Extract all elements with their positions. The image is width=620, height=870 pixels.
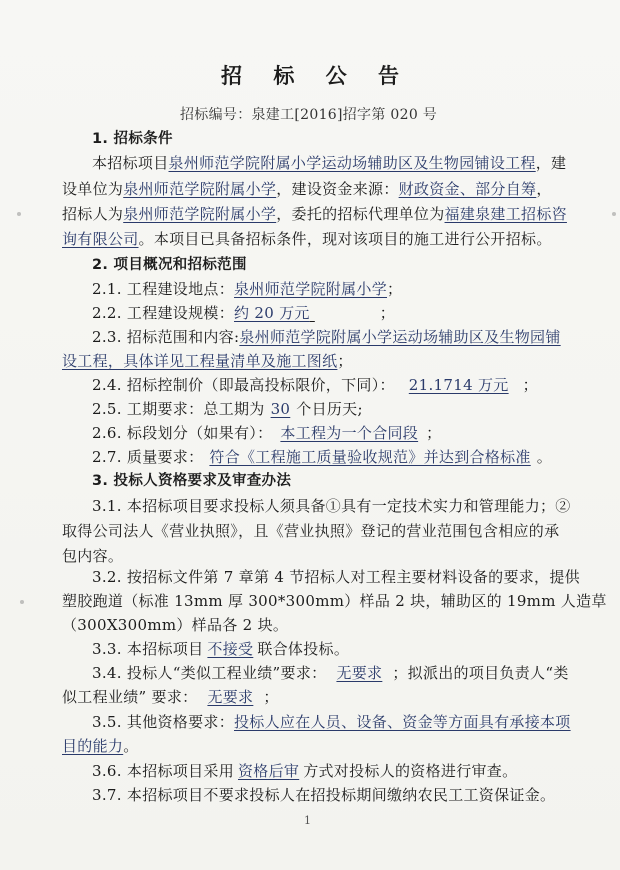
project-name: 泉州师范学院附属小学运动场辅助区及生物园铺设工程 [168,154,536,172]
item-2-1 [92,278,402,300]
text: ； [387,280,403,298]
text: 2.2. 工程建设规模： [92,304,234,322]
text: 似工程业绩” 要求： [62,688,198,706]
review-method: 资格后审 [238,762,300,780]
bid-section: 本工程为一个合同段 [280,424,419,442]
consortium-policy: 不接受 [207,640,254,658]
construction-unit: 泉州师范学院附属小学 [123,180,277,198]
item-3-2-line-1: 3.2. 按招标文件第 7 章第 4 节招标人对工程主要材料设备的要求，提供 [92,568,580,586]
text: 2.5. 工期要求：总工期为 [92,400,265,418]
control-price: 21.1714 万元 [408,376,509,394]
text: ，建 [535,154,567,172]
section-2-heading: 2. 项目概况和招标范围 [92,257,247,273]
section-1-line-4 [62,228,552,250]
item-3-5-line-1 [92,711,571,733]
text: 。 [123,737,139,755]
item-2-5 [92,398,363,420]
duration-days: 30 [270,400,291,418]
bidder-experience-requirement: 无要求 [336,664,383,682]
scan-speck [20,600,24,604]
text: ；拟派出的项目负责人“类 [392,664,569,682]
text: ； [426,424,442,442]
funding-source: 财政资金、部分自筹 [398,180,537,198]
text: 2.1. 工程建设地点： [92,280,234,298]
text: 2.4. 招标控制价（即最高投标限价，下同）： [92,376,395,394]
document-number: 招标编号：泉建工[2016]招字第 020 号 [180,107,438,123]
text: 2.3. 招标范围和内容: [92,328,240,346]
page-title: 招 标 公 告 [221,64,411,88]
underline-fill [310,302,380,324]
quality-requirement: 符合《工程施工质量验收规范》并达到合格标准 [209,448,531,466]
text: ； [337,352,353,370]
text: 。 [536,448,553,466]
tenderer: 泉州师范学院附属小学 [123,205,277,223]
item-3-1-line-1: 3.1. 本招标项目要求投标人须具备①具有一定技术实力和管理能力；② [92,497,571,515]
section-3-heading: 3. 投标人资格要求及审查办法 [92,473,292,489]
text: 2.6. 标段划分（如果有）： [92,424,273,442]
item-2-2 [92,302,395,324]
section-1-line-3 [62,203,567,225]
text: 本招标项目 [92,154,169,172]
page-number: 1 [304,814,311,827]
text: ， [536,180,552,198]
item-3-5-line-2 [62,735,139,757]
text: ； [263,688,279,706]
item-3-2-line-3: （300X300mm）样品各 2 块。 [62,616,289,634]
text: 方式对投标人的资格进行审查。 [303,762,518,780]
item-3-1-line-3: 包内容。 [62,547,124,565]
item-2-7 [92,446,552,468]
item-3-4-line-2 [62,686,279,708]
construction-scale: 约 20 万元 [234,304,310,322]
scan-speck [612,212,616,216]
text: 。本项目已具备招标条件，现对该项目的施工进行公开招标。 [138,230,552,248]
item-2-4 [92,374,538,396]
text: 3.4. 投标人“类似工程业绩”要求： [92,664,327,682]
tender-scope-cont: 设工程，具体详见工程量清单及施工图纸 [62,352,338,370]
manager-experience-requirement: 无要求 [207,688,254,706]
text: 3.3. 本招标项目 [92,640,204,658]
text: ； [522,376,538,394]
section-1-line-1 [92,152,566,174]
item-3-3 [92,638,349,660]
item-3-4-line-1 [92,662,569,684]
text: 3.5. 其他资格要求： [92,713,234,731]
text: 设单位为 [62,180,124,198]
item-3-1-line-2: 取得公司法人《营业执照》，且《营业执照》登记的营业范围包含相应的承 [62,522,560,540]
section-1-heading: 1. 招标条件 [92,131,173,147]
scan-speck [17,212,21,216]
item-2-6 [92,422,441,444]
text: ，建设资金来源： [276,180,399,198]
agency-name-cont: 询有限公司 [62,230,139,248]
item-2-3-cont [62,350,353,372]
text: 2.7. 质量要求： [92,448,204,466]
other-qualification-cont: 目的能力 [62,737,124,755]
text: 3.6. 本招标项目采用 [92,762,234,780]
text: ； [379,304,396,322]
agency-name: 福建泉建工招标咨 [444,205,567,223]
other-qualification: 投标人应在人员、设备、资金等方面具有承接本项 [234,713,571,731]
text: 联合体投标。 [257,640,350,658]
item-2-3 [92,326,561,348]
item-3-6 [92,760,517,782]
tender-scope: 泉州师范学院附属小学运动场辅助区及生物园铺 [239,328,561,346]
section-1-line-2 [62,178,552,200]
text: 个日历天; [296,400,363,418]
item-3-2-line-2: 塑胶跑道（标准 13mm 厚 300*300mm）样品 2 块，辅助区的 19mm 人造草 [62,592,607,610]
text: ，委托的招标代理单位为 [276,205,445,223]
item-3-7: 3.7. 本招标项目不要求投标人在招投标期间缴纳农民工工资保证金。 [92,786,556,804]
construction-site: 泉州师范学院附属小学 [234,280,388,298]
text: 招标人为 [62,205,124,223]
